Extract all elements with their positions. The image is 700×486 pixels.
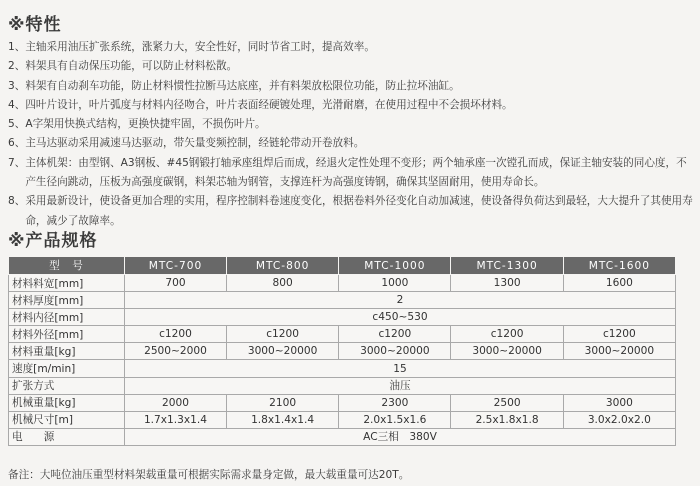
table-cell-merged: c450~530 bbox=[125, 309, 676, 326]
table-row bbox=[9, 275, 676, 292]
footnote: 备注：大吨位油压重型材料架载重量可根据实际需求量身定做，最大载重量可达20T。 bbox=[8, 469, 410, 481]
row-label: 扩张方式 bbox=[9, 377, 125, 394]
spec-header-row bbox=[9, 257, 676, 275]
feature-number: 2、 bbox=[8, 60, 26, 73]
table-cell: 3000~20000 bbox=[451, 343, 563, 360]
feature-number: 7、 bbox=[8, 156, 26, 169]
feature-text: 四叶片设计，叶片弧度与材料内径吻合，叶片表面经硬镀处理，光滑耐磨，在使用过程中不会损坏材料。 bbox=[25, 98, 513, 111]
feature-item bbox=[8, 192, 694, 231]
features-list bbox=[8, 38, 694, 231]
table-cell: c1200 bbox=[226, 326, 338, 343]
table-cell: 3000 bbox=[563, 394, 675, 411]
row-label: 材料外径[mm] bbox=[9, 326, 125, 343]
feature-text: A字架用快换式结构，更换快捷牢固，不损伤叶片。 bbox=[25, 118, 266, 131]
table-cell-merged: 15 bbox=[125, 360, 676, 377]
table-cell: 3000~20000 bbox=[563, 343, 675, 360]
row-label: 速度[m/min] bbox=[9, 360, 125, 377]
table-cell: 2000 bbox=[125, 394, 227, 411]
feature-item bbox=[8, 134, 694, 153]
header-mtc-1600: MTC-1600 bbox=[563, 257, 675, 275]
feature-number: 5、 bbox=[8, 118, 26, 131]
table-cell: c1200 bbox=[451, 326, 563, 343]
table-cell-merged: 油压 bbox=[125, 377, 676, 394]
table-cell: 1300 bbox=[451, 275, 563, 292]
table-cell: 3.0x2.0x2.0 bbox=[563, 411, 675, 428]
table-cell: c1200 bbox=[339, 326, 451, 343]
feature-number: 1、 bbox=[8, 41, 26, 53]
feature-item bbox=[8, 38, 694, 57]
table-row bbox=[9, 292, 676, 309]
table-row bbox=[9, 428, 676, 445]
table-cell-merged: 2 bbox=[125, 292, 676, 309]
feature-number: 4、 bbox=[8, 98, 26, 111]
table-cell: 2.0x1.5x1.6 bbox=[339, 411, 451, 428]
table-cell: 2500~2000 bbox=[125, 343, 227, 360]
header-model: 型 号 bbox=[9, 257, 125, 275]
row-label: 电 源 bbox=[9, 428, 125, 445]
feature-number: 6、 bbox=[8, 137, 26, 150]
row-label: 材料重量[kg] bbox=[9, 343, 125, 360]
table-cell: 800 bbox=[226, 275, 338, 292]
feature-text: 料架有自动刹车功能，防止材料惯性拉断马达底座，并有料架放松限位功能，防止拉坏油缸。 bbox=[25, 79, 460, 92]
table-cell: 700 bbox=[125, 275, 227, 292]
header-mtc-800: MTC-800 bbox=[226, 257, 338, 275]
table-row bbox=[9, 394, 676, 411]
table-cell: c1200 bbox=[125, 326, 227, 343]
table-cell: c1200 bbox=[563, 326, 675, 343]
spec-table bbox=[8, 256, 676, 446]
header-mtc-1300: MTC-1300 bbox=[451, 257, 563, 275]
row-label: 机械重量[kg] bbox=[9, 394, 125, 411]
table-cell: 2500 bbox=[451, 394, 563, 411]
table-cell: 3000~20000 bbox=[226, 343, 338, 360]
features-title: ※特性 bbox=[8, 15, 62, 35]
header-mtc-1000: MTC-1000 bbox=[339, 257, 451, 275]
table-row bbox=[9, 377, 676, 394]
feature-text: 料架具有自动保压功能，可以防止材料松散。 bbox=[25, 60, 238, 73]
feature-item bbox=[8, 154, 694, 193]
table-cell-merged: AC三相 380V bbox=[125, 428, 676, 445]
table-cell: 1000 bbox=[339, 275, 451, 292]
table-row bbox=[9, 326, 676, 343]
feature-item bbox=[8, 115, 694, 134]
row-label: 材料料宽[mm] bbox=[9, 275, 125, 292]
table-cell: 2100 bbox=[226, 394, 338, 411]
feature-text: 采用最新设计，使设备更加合理的实用，程序控制料卷速度变化，根据卷料外径变化自动加减速，使设备得负荷达到最轻，大大提升了其使用寿命，减少了故障率。 bbox=[25, 195, 693, 227]
specs-title: ※产品规格 bbox=[8, 231, 98, 251]
table-row bbox=[9, 360, 676, 377]
table-row bbox=[9, 411, 676, 428]
table-cell: 1600 bbox=[563, 275, 675, 292]
feature-text: 主马达驱动采用减速马达驱动，带矢量变频控制，经链轮带动开卷放料。 bbox=[25, 137, 365, 150]
row-label: 机械尺寸[m] bbox=[9, 411, 125, 428]
feature-number: 3、 bbox=[8, 79, 26, 92]
feature-item bbox=[8, 77, 694, 96]
table-cell: 2.5x1.8x1.8 bbox=[451, 411, 563, 428]
table-row bbox=[9, 343, 676, 360]
table-cell: 2300 bbox=[339, 394, 451, 411]
table-cell: 1.8x1.4x1.4 bbox=[226, 411, 338, 428]
row-label: 材料厚度[mm] bbox=[9, 292, 125, 309]
feature-item bbox=[8, 57, 694, 76]
feature-text: 主体机架：由型钢、A3钢板、#45钢锻打轴承座组焊后而成，经退火定性处理不变形；两个轴承座一次镗孔而成，保证主轴安装的同心度，不产生径向跳动，压板为高强度碳钢，料架芯轴为钢管，支撑连杆为高强度铸钢，确保其坚固耐用，使用寿命长。 bbox=[25, 156, 687, 189]
header-mtc-700: MTC-700 bbox=[125, 257, 227, 275]
table-row bbox=[9, 309, 676, 326]
row-label: 材料内径[mm] bbox=[9, 309, 125, 326]
feature-item bbox=[8, 96, 694, 115]
table-cell: 3000~20000 bbox=[339, 343, 451, 360]
feature-text: 主轴采用油压扩张系统，涨紧力大，安全性好，同时节省工时，提高效率。 bbox=[25, 41, 375, 53]
feature-number: 8、 bbox=[8, 195, 26, 208]
table-cell: 1.7x1.3x1.4 bbox=[125, 411, 227, 428]
